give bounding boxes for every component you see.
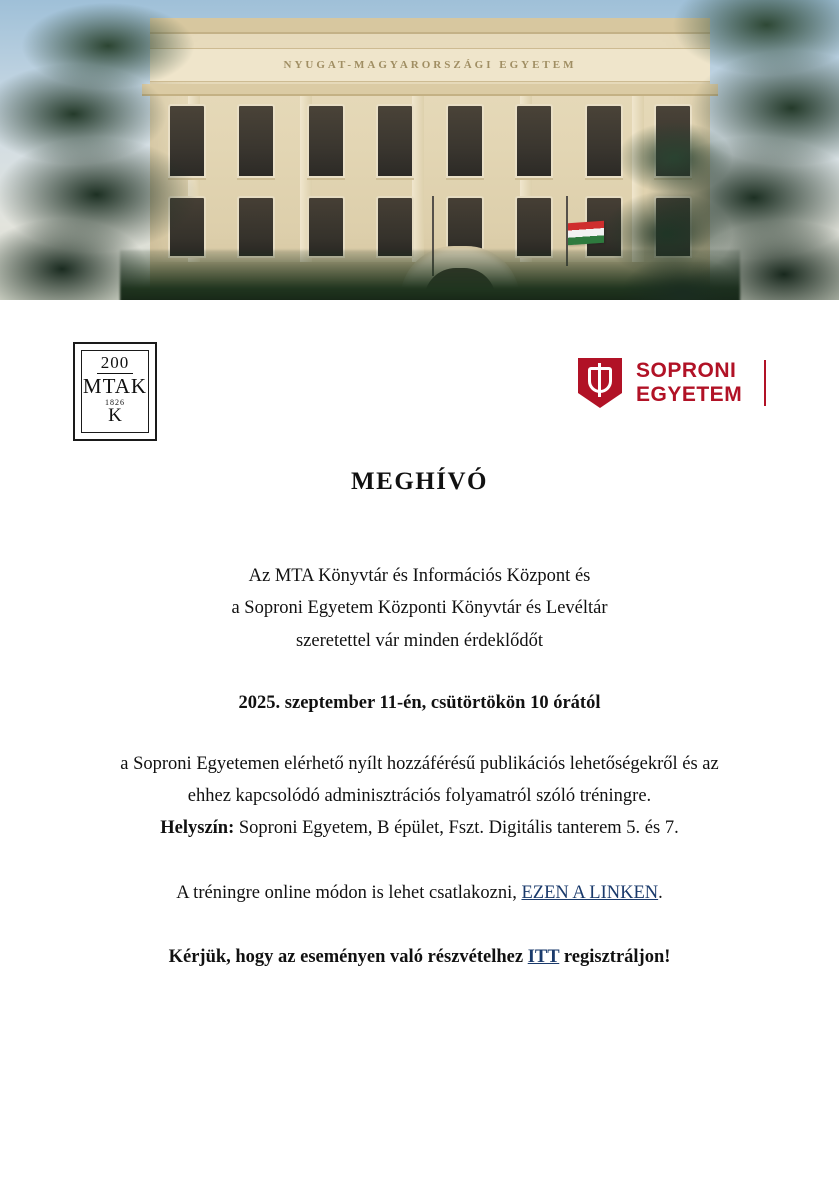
window xyxy=(376,104,414,178)
event-date: 2025. szeptember 11-én, csütörtökön 10 órától xyxy=(238,693,601,714)
window xyxy=(307,104,345,178)
tree-right xyxy=(629,0,839,300)
shield-icon xyxy=(578,358,622,408)
invitation-body xyxy=(0,468,839,973)
mtak-founding-year: 1826 xyxy=(105,397,125,407)
page-title: MEGHÍVÓ xyxy=(351,468,488,495)
window xyxy=(237,196,275,258)
soproni-egyetem-logo xyxy=(578,358,766,408)
tree-left xyxy=(0,0,200,300)
roof-cornice xyxy=(150,18,710,34)
logo-row xyxy=(0,300,839,450)
hero-image xyxy=(0,0,839,300)
soproni-egyetem-wordmark xyxy=(636,359,742,406)
online-prefix-text: A tréningre online módon is lehet csatlakozni, xyxy=(176,882,522,903)
mtak-letter-k: K xyxy=(108,404,122,426)
intro-line-2: a Soproni Egyetem Központi Könyvtár és Levéltár xyxy=(231,598,608,619)
mtak-logo xyxy=(73,342,157,441)
soproni-egyetem-line1: SOPRONI xyxy=(636,359,737,383)
window xyxy=(446,104,484,178)
registration-suffix-text: regisztráljon! xyxy=(559,947,671,967)
event-description-block xyxy=(70,748,769,845)
mtak-logo-inner xyxy=(81,350,149,433)
event-description-line-1: a Soproni Egyetemen elérhető nyílt hozzáférésű publikációs lehetőségekről és az xyxy=(120,753,719,774)
window xyxy=(307,196,345,258)
mtak-anniversary-number: 200 xyxy=(97,353,134,374)
venue-label: Helyszín: xyxy=(160,818,235,839)
registration-call xyxy=(70,941,769,973)
intro-line-1: Az MTA Könyvtár és Információs Központ és xyxy=(248,566,591,586)
online-meeting-link[interactable]: EZEN A LINKEN xyxy=(521,882,659,903)
soproni-egyetem-line2: EGYETEM xyxy=(636,383,743,406)
hungarian-flag-icon xyxy=(568,221,604,246)
building-inscription-band xyxy=(150,48,710,82)
venue-value: Soproni Egyetem, B épület, Fszt. Digitális tanterem 5. és 7. xyxy=(238,818,679,839)
registration-link[interactable]: ITT xyxy=(527,947,560,967)
event-venue xyxy=(70,812,769,844)
mtak-acronym: MTAK xyxy=(82,374,148,398)
online-participation xyxy=(70,877,769,909)
intro-block xyxy=(70,560,769,657)
online-suffix-text: . xyxy=(658,882,663,903)
logo-divider xyxy=(764,360,766,406)
building-inscription-text: NYUGAT-MAGYARORSZÁGI EGYETEM xyxy=(283,59,577,71)
window xyxy=(376,196,414,258)
intro-line-3: szeretettel vár minden érdeklődőt xyxy=(295,630,544,651)
registration-prefix-text: Kérjük, hogy az eseményen való részvételhez xyxy=(168,947,528,967)
window xyxy=(237,104,275,178)
event-description-line-2: ehhez kapcsolódó adminisztrációs folyamatról szóló tréningre. xyxy=(187,785,652,806)
window xyxy=(515,104,553,178)
window xyxy=(515,196,553,258)
